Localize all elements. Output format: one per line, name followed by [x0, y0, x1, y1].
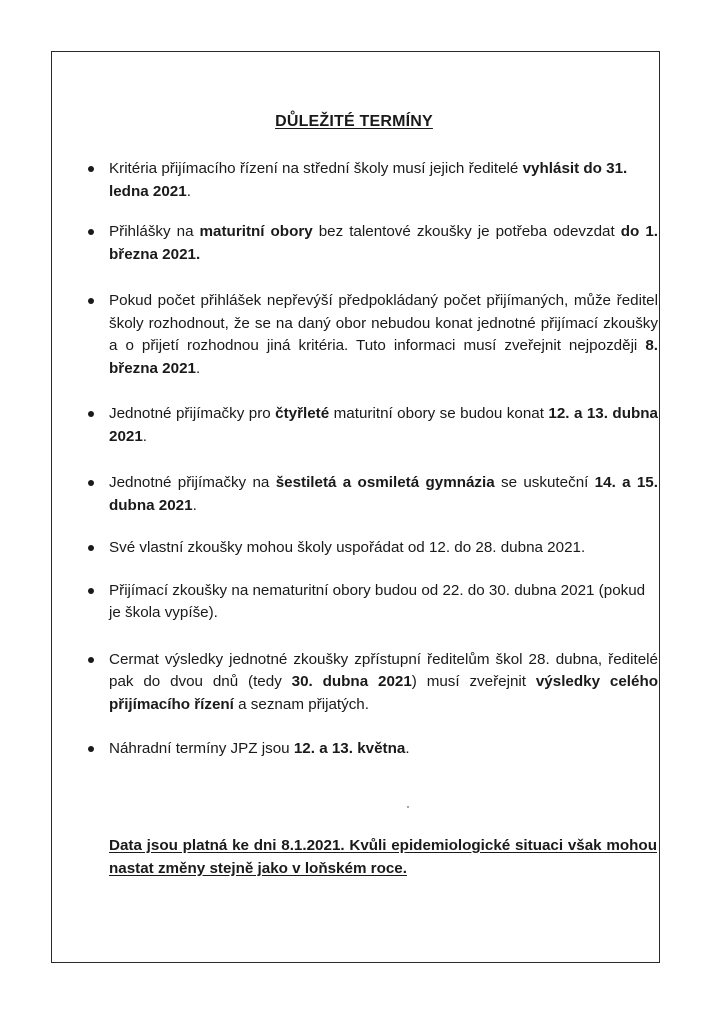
list-item [88, 580, 658, 625]
emphasis-text: 12. a 13. května [293, 740, 406, 757]
item-text: Pokud počet přihlášek nepřevýší předpokládaný počet přijímaných, může ředitel školy rozhodnout, že se na daný obor nebudou konat jednotné přijímací zkoušky a o přijetí rozhodnou jiná kritéria. Tuto informaci musí zveřejnit nejpozději [109, 292, 658, 354]
emphasis-text: 14. a 15. dubna 2021 [109, 474, 658, 514]
emphasis-text: šestiletá a osmiletá gymnázia [275, 474, 495, 491]
item-text: a seznam přijatých. [233, 695, 369, 713]
emphasis-text: výsledky celého přijímacího řízení [109, 673, 658, 713]
list-item [88, 738, 658, 761]
terms-list [88, 158, 658, 761]
item-text: bez talentové zkoušky je potřeba odevzdat [312, 223, 621, 240]
emphasis-text: čtyřleté [275, 405, 330, 422]
item-text: ) musí zveřejnit [411, 673, 536, 690]
list-item [88, 290, 658, 380]
item-text: maturitní obory se budou konat [329, 405, 549, 422]
item-text: . [195, 359, 201, 377]
item-text: Jednotné přijímačky na [109, 474, 276, 491]
emphasis-text: do 1. března 2021. [109, 223, 658, 263]
item-text: Jednotné přijímačky pro [109, 405, 276, 422]
emphasis-text: 12. a 13. dubna 2021 [109, 405, 658, 445]
list-item [88, 472, 658, 517]
item-text: Kritéria přijímacího řízení na střední školy musí jejich ředitelé [109, 160, 523, 177]
list-item [88, 403, 658, 448]
item-text: Své vlastní zkoušky mohou školy uspořádat od 12. do 28. dubna 2021. [109, 539, 586, 556]
item-text: . [192, 496, 197, 514]
list-item [88, 649, 658, 717]
validity-note: Data jsou platná ke dni 8.1.2021. Kvůli epidemiologické situaci však mohou nastat změny stejně jako v loňském roce. [109, 837, 657, 877]
item-text: Přihlášky na [109, 223, 200, 240]
item-text: se uskuteční [494, 474, 595, 491]
item-text: Přijímací zkoušky na nematuritní obory budou od 22. do 30. dubna 2021 (pokud je škola vypíše). [109, 581, 646, 621]
item-text: Cermat výsledky jednotné zkoušky zpřístupní ředitelům škol 28. dubna, ředitelé pak do dvou dnů (tedy [109, 650, 658, 690]
item-text: . [405, 740, 410, 757]
list-item [88, 537, 658, 560]
list-item [88, 158, 658, 203]
scan-speck [407, 806, 409, 808]
item-text: Náhradní termíny JPZ jsou [109, 740, 294, 757]
emphasis-text: vyhlásit do 31. ledna 2021 [109, 160, 628, 200]
item-text: . [186, 182, 191, 200]
emphasis-text: 30. dubna 2021 [291, 673, 412, 690]
emphasis-text: maturitní obory [199, 223, 313, 240]
emphasis-text: 8. března 2021 [109, 337, 658, 377]
list-item [88, 221, 658, 266]
item-text: . [142, 427, 148, 445]
page-title: DŮLEŽITÉ TERMÍNY [275, 113, 433, 130]
